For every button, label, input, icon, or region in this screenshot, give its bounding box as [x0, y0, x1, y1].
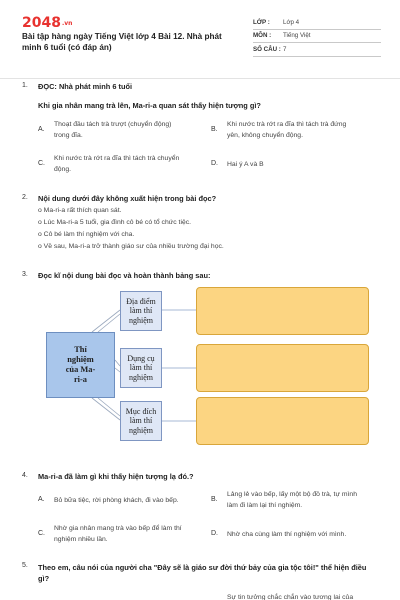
q4-option-b[interactable]: Lảng lẻ vào bếp, lấy một bộ đồ trà, tự mình làm đi làm lại thí nghiệm.	[227, 491, 357, 509]
q1-option-d-letter[interactable]: D.	[211, 160, 218, 167]
q2-number: 2.	[22, 194, 28, 201]
q5-option-partial[interactable]: Sự tin tưởng chắc chắn vào tương lai của	[227, 594, 354, 600]
q1-question: Khi gia nhân mang trà lên, Ma-ri-a quan sát thấy hiện tượng gì?	[38, 101, 261, 110]
q4-option-b-letter[interactable]: B.	[211, 496, 218, 503]
q5-question: Theo em, câu nói của người cha "Đây sẽ là giáo sư đời thứ bảy của gia tộc tôi!" thể hiện điều gì?	[38, 563, 367, 583]
q2-item-2[interactable]: o Lúc Ma-ri-a 5 tuổi, gia đình cô bé có tổ chức tiệc.	[38, 219, 192, 226]
answer-box-location[interactable]	[196, 287, 369, 335]
q5-number: 5.	[22, 562, 28, 569]
q4-option-d-letter[interactable]: D.	[211, 530, 218, 537]
answer-box-purpose[interactable]	[196, 397, 369, 445]
q1-number: 1.	[22, 82, 28, 89]
diagram-root-experiment: Thí nghiệm của Ma- ri-a	[46, 332, 115, 398]
page-header: 2048.vn Bài tập hàng ngày Tiếng Việt lớp 4 Bài 12. Nhà phát minh 6 tuổi (có đáp án) LỚP : Lớp 4 MÔN : Tiếng Việt SỐ CÂU : 7	[0, 0, 400, 66]
q3-number: 3.	[22, 271, 28, 278]
q2-question: Nội dung dưới đây không xuất hiện trong bài đọc?	[38, 194, 217, 203]
q2-item-4[interactable]: o Về sau, Ma-ri-a trở thành giáo sư của nhiều trường đại học.	[38, 243, 224, 250]
diagram-node-tools: Dụng cụ làm thí nghiệm	[120, 348, 162, 388]
site-logo[interactable]: 2048.vn	[22, 15, 73, 31]
q1-option-c[interactable]: Khi nước trà rớt ra đĩa thì tách trà chuyển động.	[54, 155, 180, 173]
q1-section-title: ĐỌC: Nhà phát minh 6 tuổi	[38, 82, 133, 91]
q1-option-a-letter[interactable]: A.	[38, 126, 45, 133]
q4-option-d[interactable]: Nhờ cha cùng làm thí nghiệm với mình.	[227, 531, 347, 538]
diagram-node-location: Địa điểm làm thí nghiệm	[120, 291, 162, 331]
q1-option-d[interactable]: Hai ý A và B	[227, 161, 264, 168]
q4-option-a-letter[interactable]: A.	[38, 496, 45, 503]
q4-option-c[interactable]: Nhờ gia nhân mang trà vào bếp để làm thí nghiệm nhiều lần.	[54, 525, 182, 543]
q4-question: Ma-ri-a đã làm gì khi thấy hiện tượng lạ đó.?	[38, 472, 194, 481]
q2-item-1[interactable]: o Ma-ri-a rất thích quan sát.	[38, 207, 122, 214]
q1-option-a[interactable]: Thoạt đầu tách trà trượt (chuyển động) trong đĩa.	[54, 121, 172, 139]
document-title: Bài tập hàng ngày Tiếng Việt lớp 4 Bài 12. Nhà phát minh 6 tuổi (có đáp án)	[22, 32, 222, 52]
q1-option-c-letter[interactable]: C.	[38, 160, 45, 167]
q4-number: 4.	[22, 472, 28, 479]
q1-option-b-letter[interactable]: B.	[211, 126, 218, 133]
q4-option-a[interactable]: Bỏ bữa tiệc, rời phòng khách, đi vào bếp.	[54, 497, 179, 504]
q1-option-b[interactable]: Khi nước trà rớt ra đĩa thì tách trà đứng yên, không chuyển động.	[227, 121, 347, 139]
diagram-node-purpose: Mục đích làm thí nghiệm	[120, 401, 162, 441]
q3-question: Đọc kĩ nội dung bài đọc và hoàn thành bảng sau:	[38, 271, 211, 280]
answer-box-tools[interactable]	[196, 344, 369, 392]
q2-item-3[interactable]: o Cô bé làm thí nghiệm với cha.	[38, 231, 135, 238]
q4-option-c-letter[interactable]: C.	[38, 530, 45, 537]
